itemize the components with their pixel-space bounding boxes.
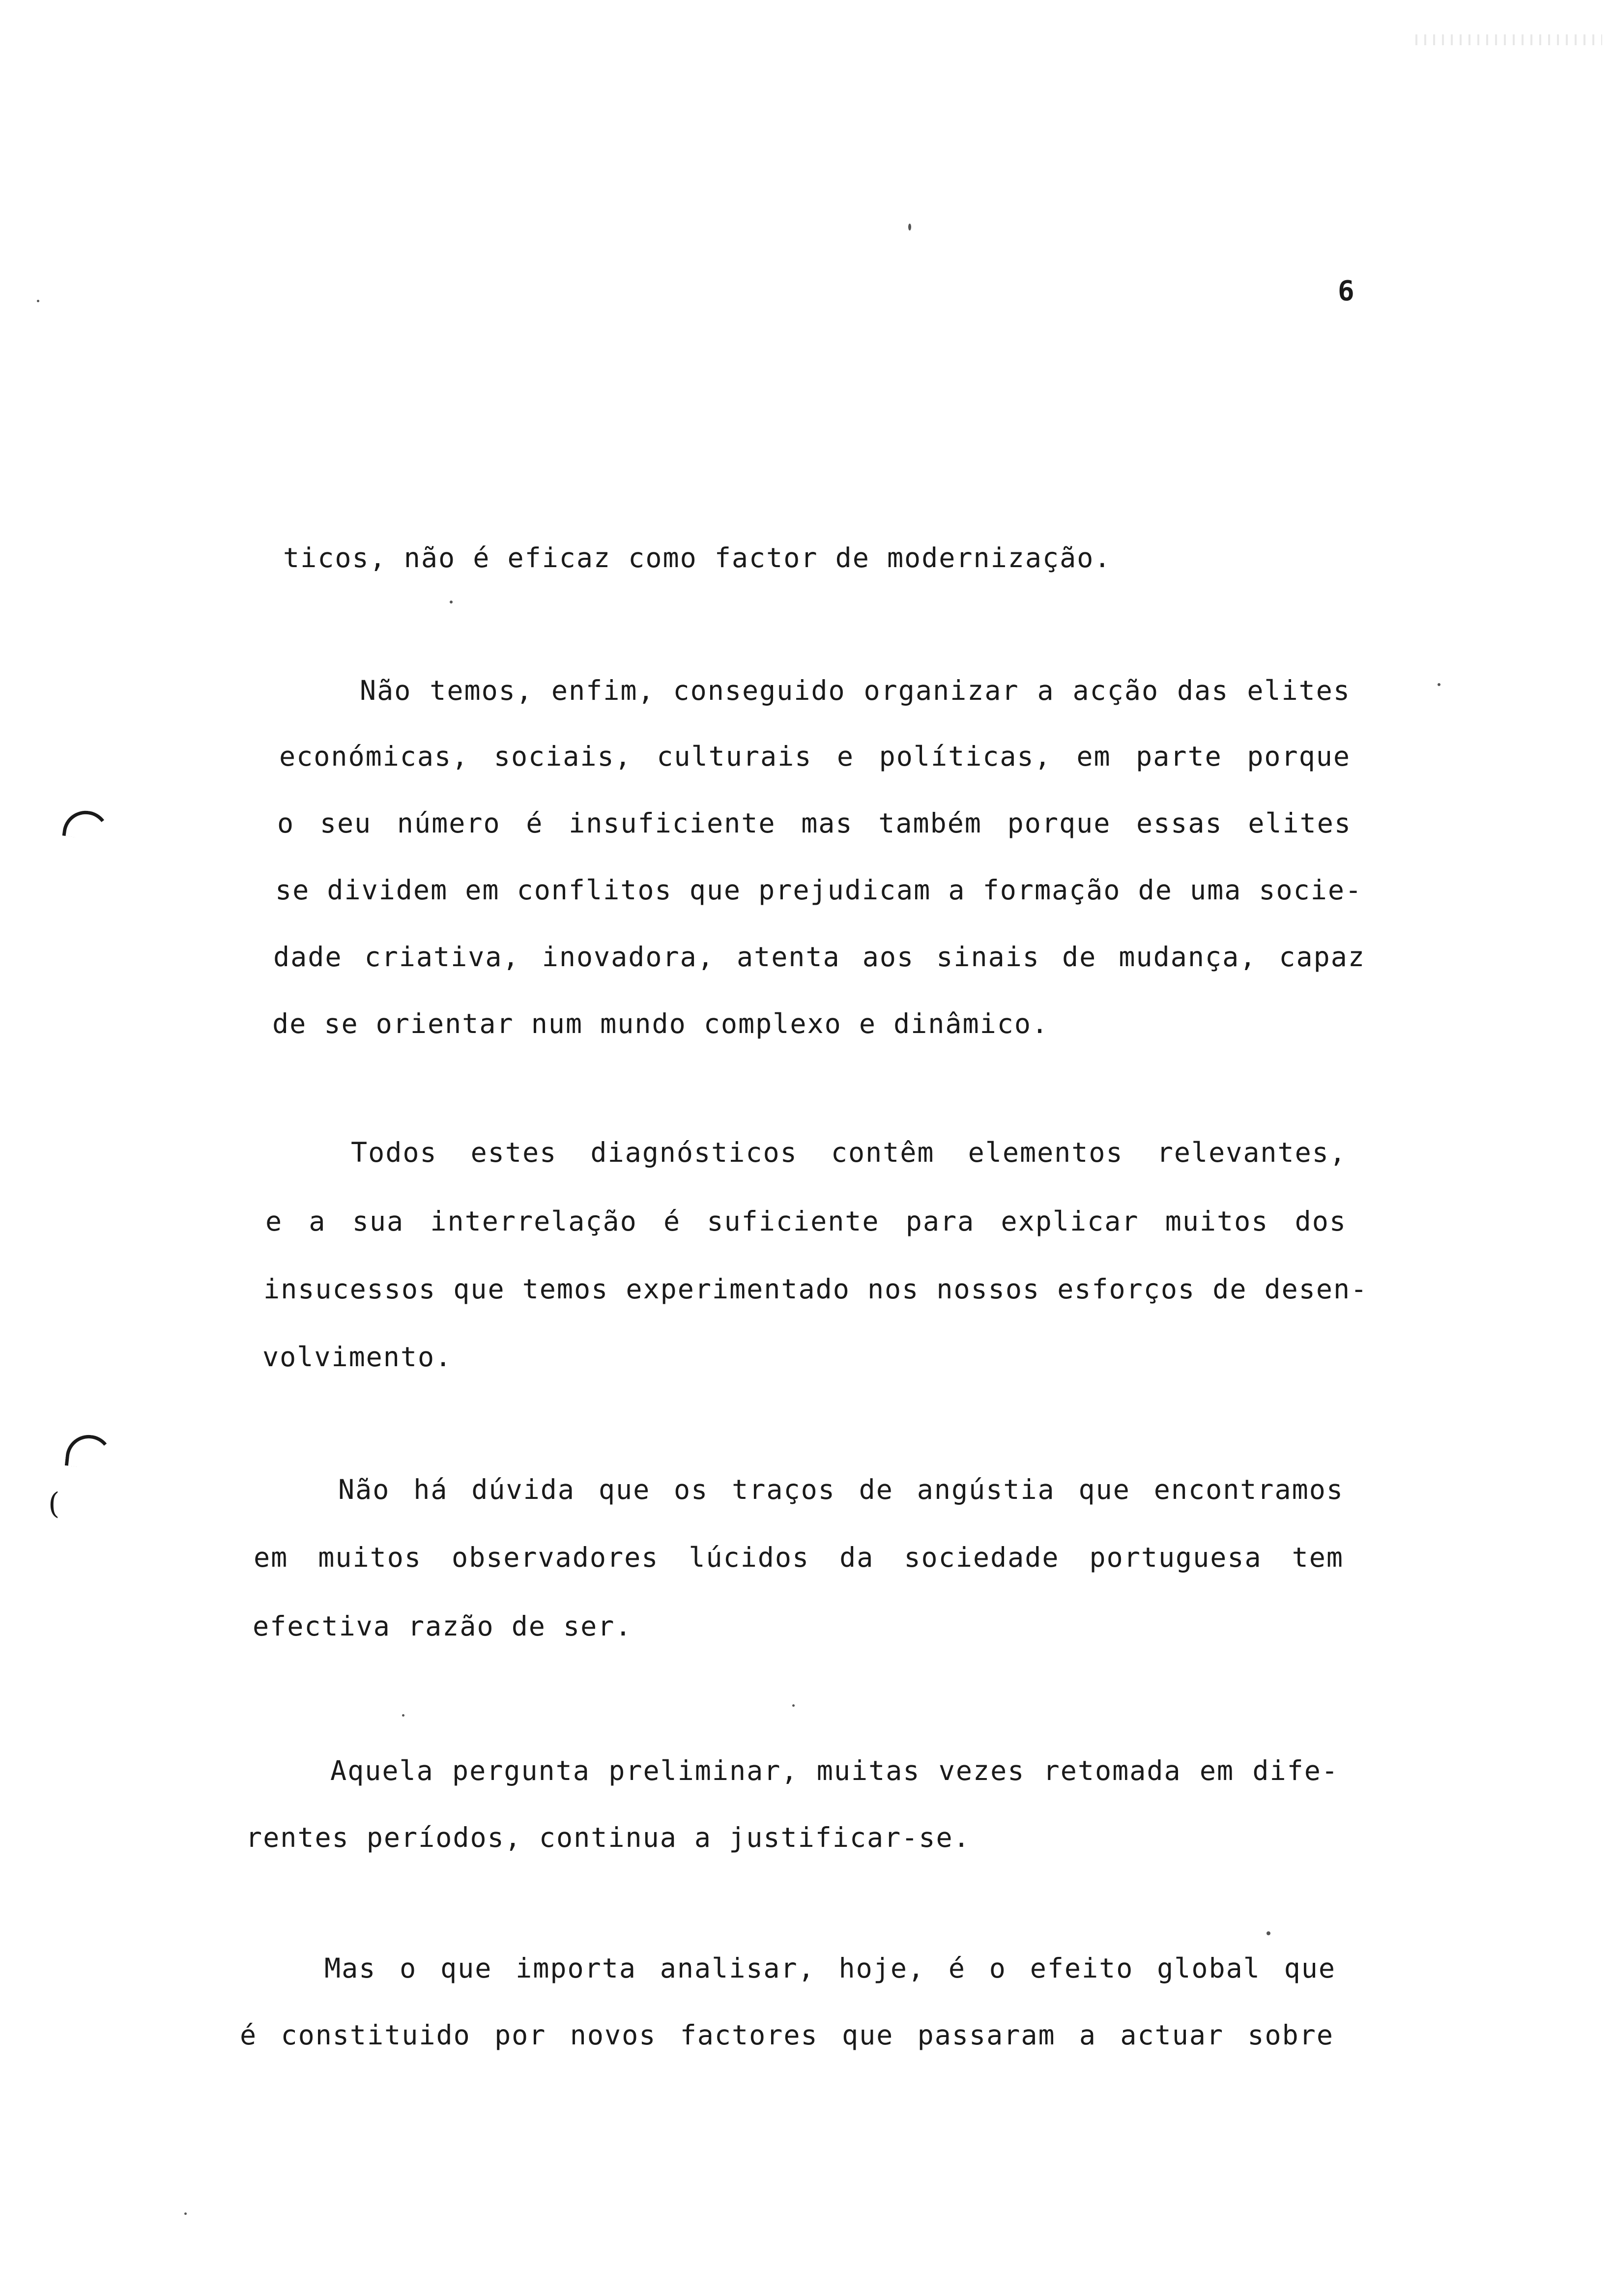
- text-line: Não há dúvida que os traços de angústia que encontramos: [338, 1474, 1344, 1505]
- scan-speck: [450, 601, 453, 603]
- scan-speck: [37, 300, 39, 302]
- text-line: o seu número é insuficiente mas também porque essas elites: [277, 807, 1352, 839]
- text-line: Não temos, enfim, conseguido organizar a acção das elites: [360, 675, 1351, 706]
- text-line: rentes períodos, continua a justificar-se.: [246, 1822, 971, 1853]
- scan-speck: [1438, 683, 1440, 686]
- scan-speck: [908, 224, 911, 230]
- text-line: volvimento.: [262, 1341, 453, 1373]
- scan-speck: [184, 2212, 187, 2215]
- scan-noise: [1415, 34, 1602, 45]
- text-line: se dividem em conflitos que prejudicam a formação de uma socie-: [275, 874, 1363, 906]
- scan-speck: [1267, 1931, 1270, 1935]
- text-line: de se orientar num mundo complexo e dinâmico.: [272, 1008, 1049, 1039]
- text-line: é constituido por novos factores que passaram a actuar sobre: [240, 2019, 1334, 2051]
- text-line: em muitos observadores lúcidos da sociedade portuguesa tem: [254, 1542, 1344, 1573]
- text-line: Todos estes diagnósticos contêm elementos relevantes,: [351, 1137, 1347, 1168]
- text-line: económicas, sociais, culturais e políticas, em parte porque: [279, 741, 1351, 772]
- text-line: Aquela pergunta preliminar, muitas vezes retomada em dife-: [330, 1755, 1339, 1786]
- text-line: insucessos que temos experimentado nos nossos esforços de desen-: [263, 1273, 1368, 1305]
- text-line: e a sua interrelação é suficiente para explicar muitos dos: [265, 1205, 1347, 1237]
- page-number: 6: [1338, 275, 1354, 307]
- margin-mark: [65, 1433, 114, 1470]
- margin-mark: [62, 808, 112, 842]
- scan-speck: [792, 1704, 795, 1707]
- scan-speck: [402, 1714, 404, 1717]
- text-line: Mas o que importa analisar, hoje, é o efeito global que: [324, 1952, 1336, 1984]
- text-line: ticos, não é eficaz como factor de modernização.: [283, 542, 1112, 574]
- margin-bracket: (: [48, 1487, 60, 1521]
- text-line: dade criativa, inovadora, atenta aos sinais de mudança, capaz: [273, 941, 1365, 973]
- text-line: efectiva razão de ser.: [253, 1610, 633, 1642]
